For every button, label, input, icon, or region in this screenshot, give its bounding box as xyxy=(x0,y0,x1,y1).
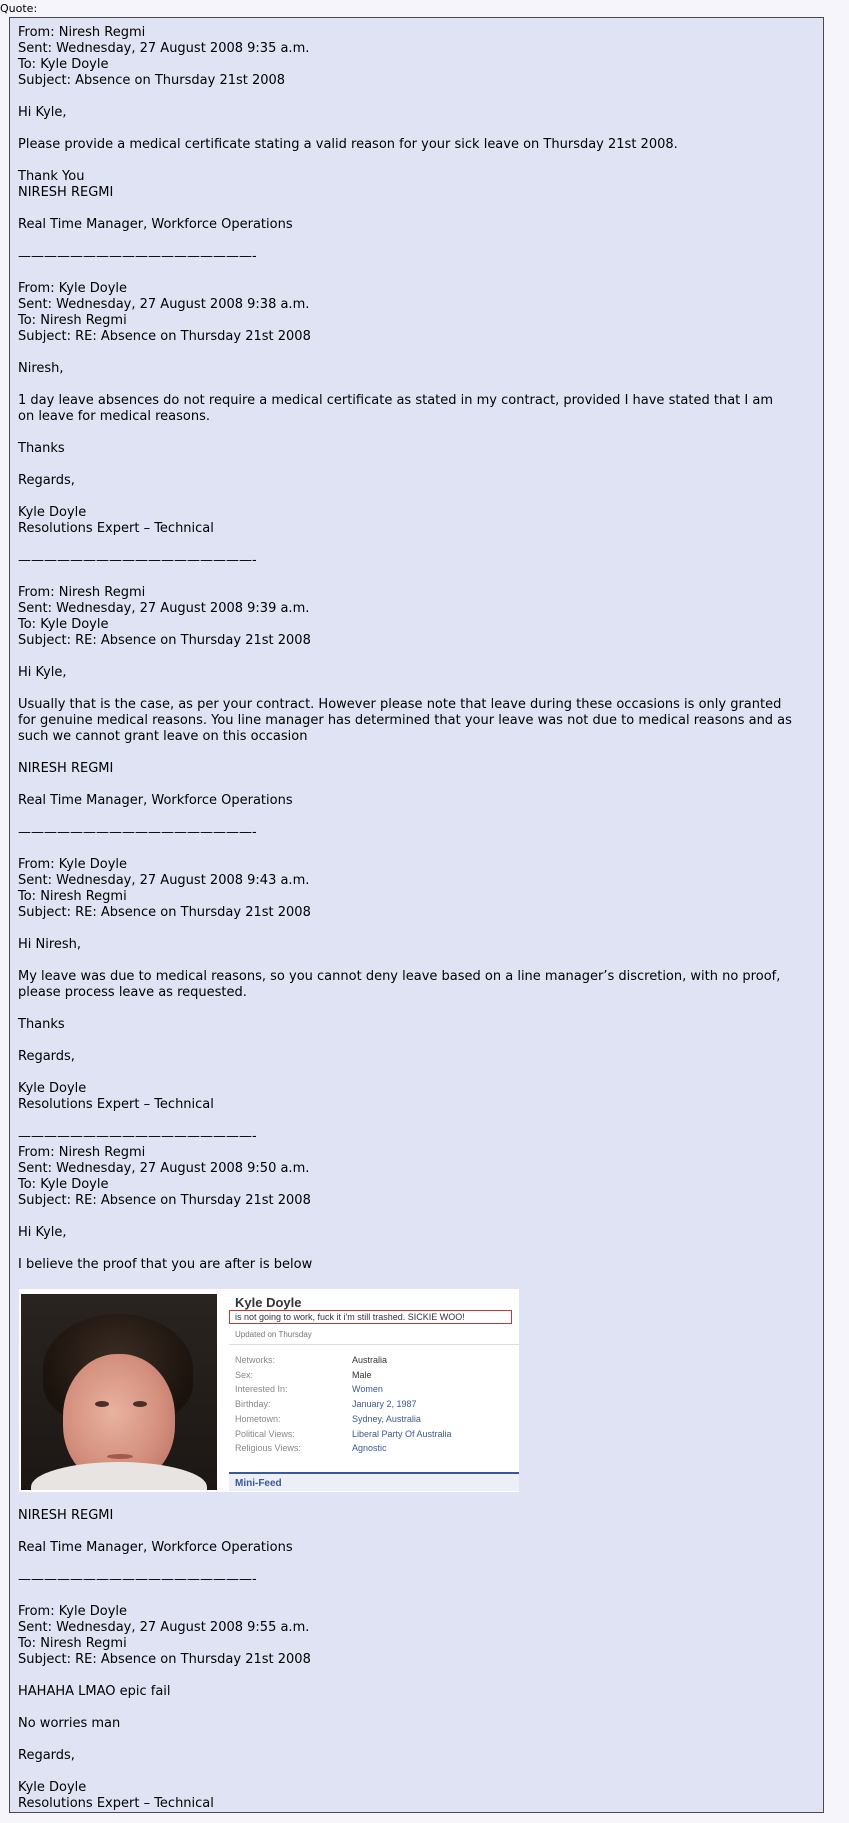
email-subject: Subject: RE: Absence on Thursday 21st 2008 xyxy=(18,329,311,344)
body-text: for genuine medical reasons. You line manager has determined that your leave was not due to medical reasons and as xyxy=(18,713,792,728)
email-body xyxy=(18,137,818,153)
email-body xyxy=(18,1684,818,1700)
email-subject: Subject: RE: Absence on Thursday 21st 2008 xyxy=(18,1652,311,1667)
email-to: To: Niresh Regmi xyxy=(18,889,127,904)
email-header xyxy=(18,857,818,921)
signature-title-text: Real Time Manager, Workforce Operations xyxy=(18,217,293,232)
signature-name: Kyle Doyle xyxy=(18,505,87,520)
body-text: on leave for medical reasons. xyxy=(18,409,211,424)
email-body xyxy=(18,697,818,745)
regards-text: Regards, xyxy=(18,473,75,488)
separator xyxy=(18,1572,818,1588)
email-signature xyxy=(18,505,818,537)
email-to: To: Niresh Regmi xyxy=(18,1636,127,1651)
greeting-text: Hi Kyle, xyxy=(18,105,67,120)
email-signature xyxy=(18,1780,818,1812)
email-regards xyxy=(18,473,818,489)
email-sent: Sent: Wednesday, 27 August 2008 9:39 a.m. xyxy=(18,601,310,616)
field-label: Religious Views: xyxy=(235,1443,301,1454)
regards-text: Regards, xyxy=(18,1748,75,1763)
profile-field-interested-in xyxy=(235,1382,452,1397)
email-header xyxy=(18,25,818,89)
email-from: From: Niresh Regmi xyxy=(18,1145,146,1160)
email-sent: Sent: Wednesday, 27 August 2008 9:38 a.m. xyxy=(18,297,310,312)
field-label: Hometown: xyxy=(235,1413,281,1424)
signature-title-text: Real Time Manager, Workforce Operations xyxy=(18,793,293,808)
email-header xyxy=(18,1604,818,1668)
field-value-link[interactable]: Sydney, Australia xyxy=(352,1413,421,1424)
email-subject: Subject: Absence on Thursday 21st 2008 xyxy=(18,73,286,88)
separator-line: ——————————————————- xyxy=(18,249,257,264)
quote-box xyxy=(9,17,824,1813)
email-sent: Sent: Wednesday, 27 August 2008 9:35 a.m. xyxy=(18,41,310,56)
separator xyxy=(18,553,818,569)
email-body xyxy=(18,969,818,1001)
field-label: Sex: xyxy=(235,1369,254,1380)
email-body xyxy=(18,393,818,425)
signature-title xyxy=(18,217,818,233)
signature-title xyxy=(18,1540,818,1556)
signature-title: Resolutions Expert – Technical xyxy=(18,1796,214,1811)
field-label: Birthday: xyxy=(235,1399,271,1410)
profile-field-hometown xyxy=(235,1412,452,1427)
email-sent: Sent: Wednesday, 27 August 2008 9:43 a.m. xyxy=(18,873,310,888)
quote-content xyxy=(18,25,818,1813)
separator xyxy=(18,249,818,265)
profile-divider xyxy=(229,1344,519,1345)
email-regards xyxy=(18,1049,818,1065)
email-sent: Sent: Wednesday, 27 August 2008 9:55 a.m. xyxy=(18,1620,310,1635)
body-text: please process leave as requested. xyxy=(18,985,247,1000)
field-value-link[interactable]: January 2, 1987 xyxy=(352,1399,417,1410)
signature-title xyxy=(18,793,818,809)
signature-title: Resolutions Expert – Technical xyxy=(18,1097,214,1112)
field-label: Interested In: xyxy=(235,1384,288,1395)
signature-title-text: Real Time Manager, Workforce Operations xyxy=(18,1540,293,1555)
body-text: 1 day leave absences do not require a medical certificate as stated in my contract, provided I have stated that I am xyxy=(18,393,774,408)
profile-screenshot xyxy=(19,1289,519,1492)
body-text: such we cannot grant leave on this occasion xyxy=(18,729,308,744)
email-header xyxy=(18,281,818,345)
body-text: Usually that is the case, as per your contract. However please note that leave during these occasions is only granted xyxy=(18,697,782,712)
body-text: I believe the proof that you are after is below xyxy=(18,1257,313,1272)
email-from: From: Kyle Doyle xyxy=(18,857,128,872)
field-value-link[interactable]: Agnostic xyxy=(352,1443,387,1454)
profile-photo xyxy=(21,1294,217,1490)
profile-field-political-views xyxy=(235,1427,452,1442)
email-to: To: Kyle Doyle xyxy=(18,617,109,632)
body-text: Please provide a medical certificate stating a valid reason for your sick leave on Thursday 21st 2008. xyxy=(18,137,678,152)
field-value-link[interactable]: Women xyxy=(352,1384,383,1395)
email-thanks xyxy=(18,1017,818,1033)
greeting-text: Hi Kyle, xyxy=(18,665,67,680)
profile-status: is not going to work, fuck it i'm still trashed. SICKIE WOO! xyxy=(229,1310,512,1324)
email-from: From: Niresh Regmi xyxy=(18,585,146,600)
greeting-text: Hi Niresh, xyxy=(18,937,82,952)
signature-name xyxy=(18,1508,818,1524)
regards-text: Regards, xyxy=(18,1049,75,1064)
profile-field-sex xyxy=(235,1368,452,1383)
email-sent: Sent: Wednesday, 27 August 2008 9:50 a.m. xyxy=(18,1161,310,1176)
email-from: From: Kyle Doyle xyxy=(18,281,128,296)
field-label: Networks: xyxy=(235,1355,276,1365)
email-body xyxy=(18,1716,818,1732)
profile-updated: Updated on Thursday xyxy=(235,1330,312,1339)
field-value-link[interactable]: Liberal Party Of Australia xyxy=(352,1428,452,1439)
thanks-text: Thank You xyxy=(18,169,85,184)
signature-title: Resolutions Expert – Technical xyxy=(18,521,214,536)
minifeed-tab[interactable]: Mini-Feed xyxy=(229,1472,519,1491)
body-text: No worries man xyxy=(18,1716,121,1731)
email-subject: Subject: RE: Absence on Thursday 21st 2008 xyxy=(18,1193,311,1208)
field-value: Male xyxy=(352,1369,372,1380)
quote-label: Quote: xyxy=(0,2,38,15)
email-greeting xyxy=(18,665,818,681)
signature-name-text: NIRESH REGMI xyxy=(18,1508,114,1523)
profile-name[interactable]: Kyle Doyle xyxy=(235,1295,302,1310)
separator-line: ——————————————————- xyxy=(18,1572,257,1587)
email-signoff xyxy=(18,169,818,201)
email-subject: Subject: RE: Absence on Thursday 21st 2008 xyxy=(18,905,311,920)
profile-field-birthday xyxy=(235,1397,452,1412)
signature-name-text: NIRESH REGMI xyxy=(18,761,114,776)
body-text: HAHAHA LMAO epic fail xyxy=(18,1684,171,1699)
separator-line: ——————————————————- xyxy=(18,825,257,840)
email-body xyxy=(18,1257,818,1273)
profile-field-religious-views xyxy=(235,1441,452,1456)
greeting-text: Hi Kyle, xyxy=(18,1225,67,1240)
email-to: To: Niresh Regmi xyxy=(18,313,127,328)
body-text: My leave was due to medical reasons, so you cannot deny leave based on a line manager’s discretion, with no proof, xyxy=(18,969,781,984)
email-header xyxy=(18,1129,818,1209)
separator xyxy=(18,825,818,841)
separator-line: ——————————————————- xyxy=(18,553,257,568)
email-signature xyxy=(18,1081,818,1113)
email-to: To: Kyle Doyle xyxy=(18,1177,109,1192)
email-from: From: Niresh Regmi xyxy=(18,25,146,40)
thanks-text: Thanks xyxy=(18,1017,65,1032)
signature-name: Kyle Doyle xyxy=(18,1780,87,1795)
email-subject: Subject: RE: Absence on Thursday 21st 2008 xyxy=(18,633,311,648)
thanks-text: Thanks xyxy=(18,441,65,456)
email-to: To: Kyle Doyle xyxy=(18,57,109,72)
email-header xyxy=(18,585,818,649)
email-regards xyxy=(18,1748,818,1764)
email-thanks xyxy=(18,441,818,457)
field-label: Political Views: xyxy=(235,1428,295,1439)
email-from: From: Kyle Doyle xyxy=(18,1604,128,1619)
greeting-text: Niresh, xyxy=(18,361,64,376)
signature-name xyxy=(18,761,818,777)
signature-name: NIRESH REGMI xyxy=(18,185,114,200)
email-greeting xyxy=(18,361,818,377)
profile-field-networks xyxy=(235,1353,452,1368)
email-greeting xyxy=(18,105,818,121)
separator-line: ——————————————————- xyxy=(18,1129,257,1144)
email-greeting xyxy=(18,937,818,953)
field-value: Australia xyxy=(352,1355,388,1365)
signature-name: Kyle Doyle xyxy=(18,1081,87,1096)
profile-fields xyxy=(235,1353,452,1456)
email-greeting xyxy=(18,1225,818,1241)
